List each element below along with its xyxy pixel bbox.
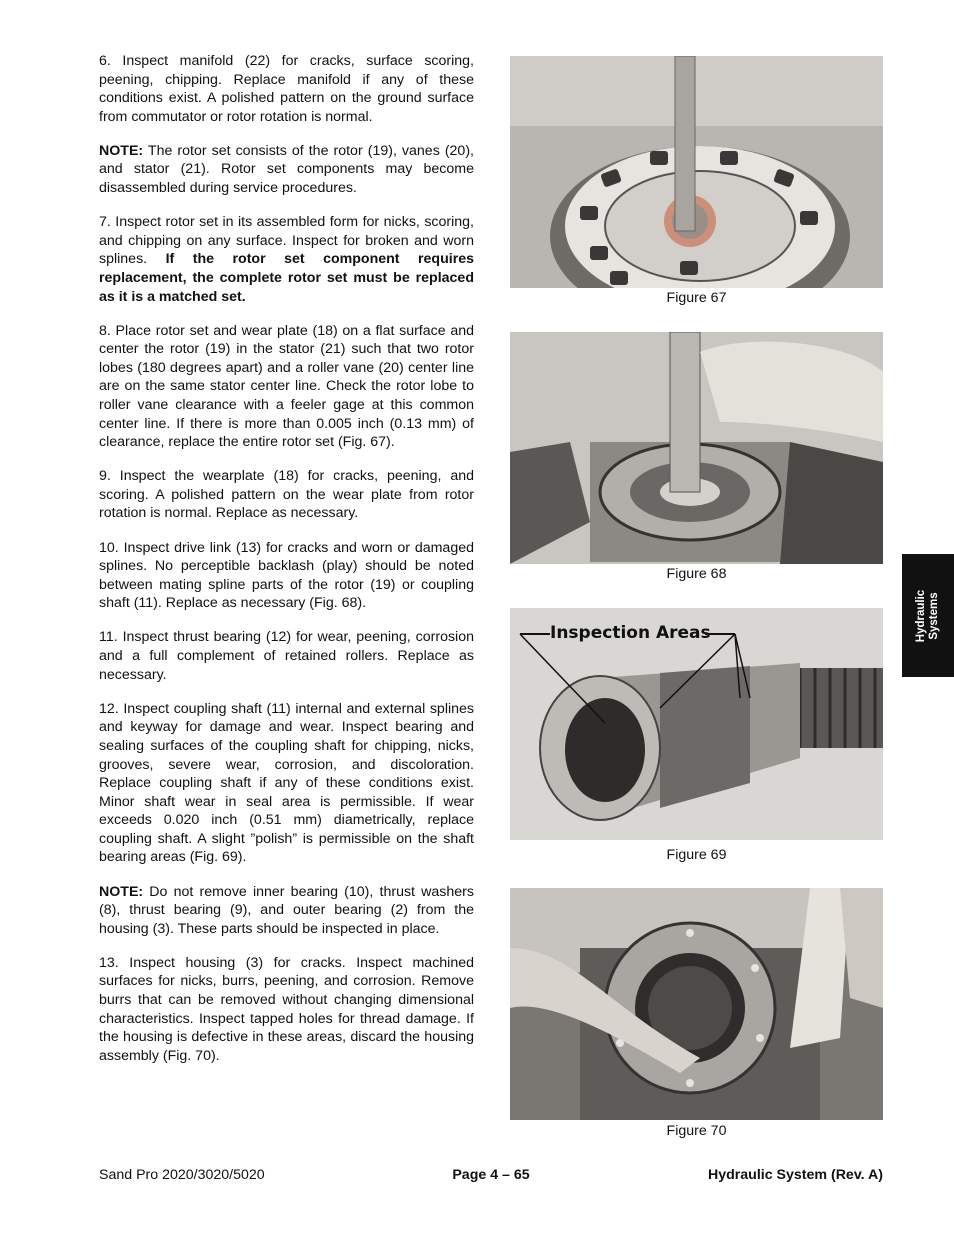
note-label: NOTE:	[99, 883, 144, 900]
page-footer	[99, 1167, 883, 1187]
figure-69	[510, 608, 883, 864]
figure-68-caption: Figure 68	[666, 566, 727, 582]
note-rotor-set: NOTE: The rotor set consists of the rotor (19), vanes (20), and stator (21). Rotor set components may become disassembled during service procedures.	[99, 142, 474, 197]
figure-69-caption: Figure 69	[666, 847, 727, 863]
step-7: 7. Inspect rotor set in its assembled form for nicks, scoring, and chipping on any surface. Inspect for broken and worn splines. If the rotor set component requires replacement, the complete rotor set must be replaced as it is a matched set.	[99, 214, 475, 305]
step-8: 8. Place rotor set and wear plate (18) on a flat surface and center the rotor (19) in the stator (21) such that two rotor lobes (180 degrees apart) and a roller vane (20) center line are on the same stator center line. Check the rotor lobe to roller vane clearance with a feeler gage at this common center line. If there is more than 0.005 inch (0.13 mm) of clearance, replace the entire rotor set (Fig. 67).	[99, 322, 474, 451]
footer-page-number: Page 4 – 65	[452, 1167, 530, 1183]
section-tab-hydraulic-systems[interactable]	[902, 554, 954, 677]
step-7-warning: If the rotor set component requires replacement, the complete rotor set must be replaced as it is a matched set.	[99, 251, 475, 305]
note-housing: NOTE: Do not remove inner bearing (10), thrust washers (8), thrust bearing (9), and outer bearing (2) from the housing (3). These parts should be inspected in place.	[99, 883, 474, 937]
step-11: 11. Inspect thrust bearing (12) for wear, peening, corrosion and a full complement of retained rollers. Replace as necessary.	[99, 629, 474, 683]
figure-70-caption: Figure 70	[666, 1123, 727, 1139]
figure-69-photo	[510, 608, 883, 840]
figure-67-photo	[510, 56, 883, 288]
figure-70	[510, 888, 883, 1140]
figure-68-photo	[510, 332, 883, 564]
step-6: 6. Inspect manifold (22) for cracks, surface scoring, peening, chipping. Replace manifold if any of these conditions exist. A polished pattern on the ground surface from commutator or rotor rotation is normal.	[99, 53, 474, 125]
footer-section: Hydraulic System (Rev. A)	[707, 1167, 883, 1183]
footer-product: Sand Pro 2020/3020/5020	[99, 1167, 265, 1183]
note-label: NOTE:	[99, 142, 144, 159]
figure-70-photo	[510, 888, 883, 1120]
figure-67	[510, 56, 883, 307]
step-10: 10. Inspect drive link (13) for cracks and worn or damaged splines. No perceptible backlash (play) should be noted between mating spline parts of the rotor (19) or coupling shaft (11). Replace as necessary (Fig. 68).	[99, 539, 474, 612]
step-13: 13. Inspect housing (3) for cracks. Inspect machined surfaces for nicks, burrs, peening, and corrosion. Remove burrs that can be removed without changing dimensional characteristics. Inspect tapped holes for thread damage. If the housing is defective in these areas, discard the housing assembly (Fig. 70).	[99, 954, 474, 1064]
figure-67-caption: Figure 67	[666, 290, 727, 306]
step-12: 12. Inspect coupling shaft (11) internal and external splines and keyway for damage and wear. Inspect bearing and sealing surfaces of the coupling shaft for chipping, nicks, grooves, severe wear, corrosion, and discoloration. Replace coupling shaft if any of these conditions exist. Minor shaft wear in seal area is permissible. If wear exceeds 0.020 inch (0.51 mm) diametrically, replace coupling shaft. A slight ”polish” is permissible on the shaft bearing areas (Fig. 69).	[99, 700, 474, 866]
section-tab-line2: Systems	[928, 591, 940, 640]
inspection-areas-callout: Inspection Areas	[550, 623, 711, 643]
body-text-column	[99, 52, 474, 1081]
figure-68	[510, 332, 883, 583]
section-tab-line1: Hydraulic	[915, 589, 927, 642]
step-9: 9. Inspect the wearplate (18) for cracks, peening, and scoring. A polished pattern on the wear plate from rotor rotation is normal. Replace as necessary.	[99, 468, 474, 522]
